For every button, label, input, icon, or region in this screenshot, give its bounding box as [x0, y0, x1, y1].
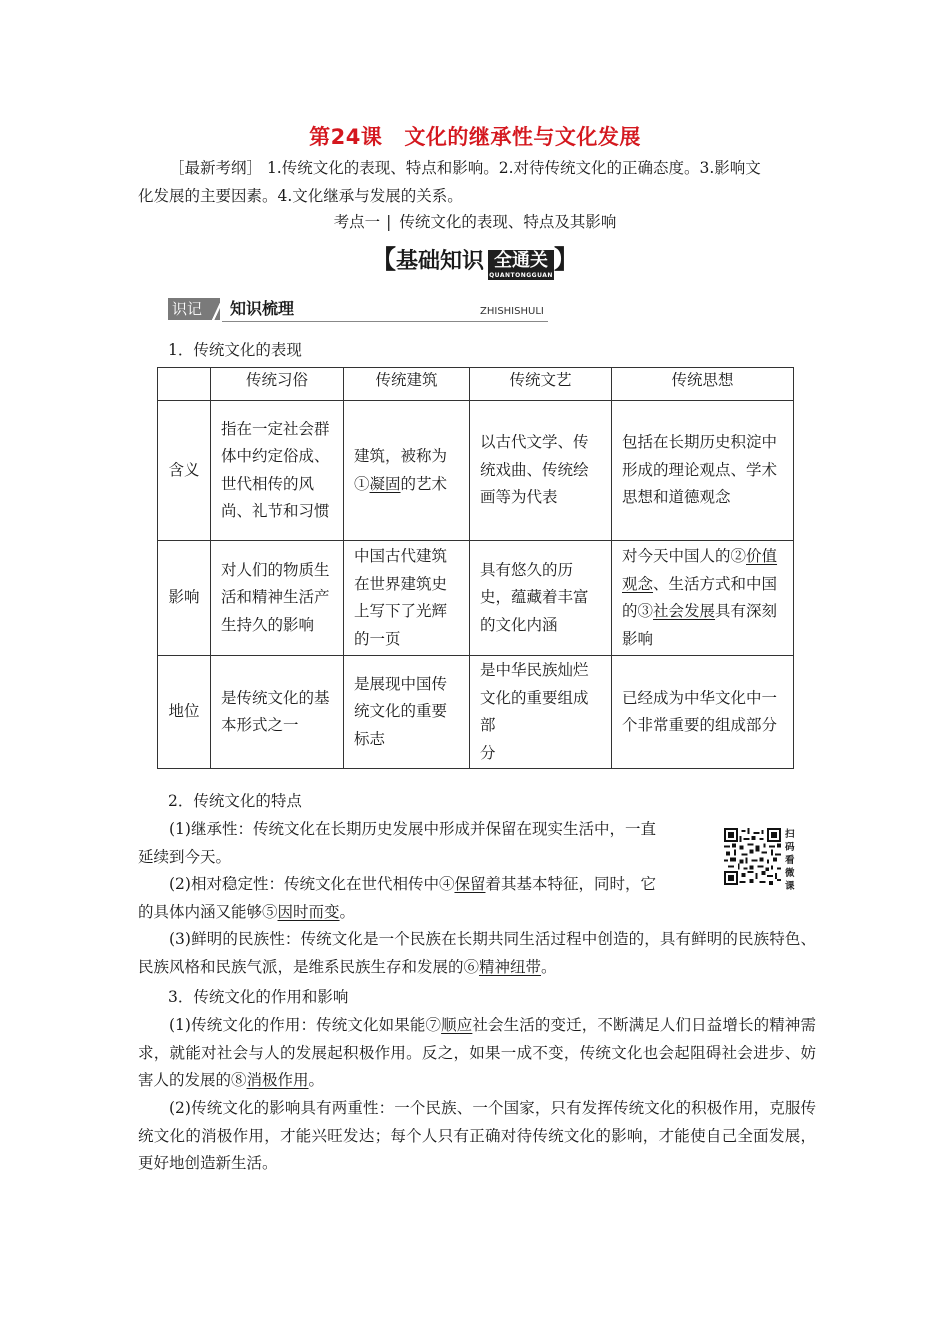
row-label-meaning: 含义	[158, 401, 211, 541]
cell-architecture-status: 是展现中国传统文化的重要标志	[344, 656, 470, 769]
exam-outline	[138, 155, 816, 210]
banner-box-text: 全通关	[494, 250, 548, 271]
cell-text: 的艺术	[400, 474, 448, 493]
paragraph-text: (2)相对稳定性：传统文化在世代相传中④	[169, 875, 455, 893]
banner-open-bracket: 【	[370, 245, 396, 274]
outline-tag: ［最新考纲］	[169, 159, 263, 177]
answer-blank-3: 社会发展	[653, 602, 716, 620]
table-row	[158, 401, 794, 541]
section-underline	[222, 321, 548, 322]
cell-arts-status	[470, 656, 612, 769]
cell-architecture-influence: 中国古代建筑在世界建筑史上写下了光辉的一页	[344, 541, 470, 656]
paragraph-inheritance	[138, 816, 713, 871]
basic-knowledge-banner	[0, 240, 950, 280]
qr-code-icon[interactable]	[724, 828, 781, 885]
heading-2: 2．传统文化的特点	[168, 792, 302, 810]
paragraph-text: 。	[541, 957, 557, 976]
paragraph-text: 的具体内涵又能够⑤	[138, 902, 278, 921]
cell-architecture-meaning	[344, 401, 470, 541]
paragraph-function	[138, 1012, 816, 1095]
row-label-influence: 影响	[158, 541, 211, 656]
traditional-culture-table	[157, 367, 794, 769]
cell-thought-influence	[612, 541, 794, 656]
table-row	[158, 656, 794, 769]
paragraph-text: (3)鲜明的民族性：传统文化是一个民族在长期共同生活过程中创造的，具有鲜明的民族特色、民族风格和民族气派，是维系民族生存和发展的⑥	[138, 930, 816, 976]
paragraph-text: 社会生活的变迁，不断满足人们日益增长的精神需求，就能对社会与人的发展起积极作用。反之，如果一成不变，传统文化也会起阻碍社会进步、妨害人的发展的⑧	[138, 1016, 816, 1089]
answer-blank-8: 消极作用	[246, 1071, 309, 1089]
qr-caption-char: 课	[785, 881, 795, 892]
cell-text: 建筑，被称为①	[354, 447, 448, 493]
answer-blank-5: 因时而变	[277, 902, 340, 921]
outline-text-line1: 1.传统文化的表现、特点和影响。2.对待传统文化的正确态度。3.影响文	[262, 159, 761, 177]
topic-heading	[0, 210, 950, 232]
qr-caption-char: 码	[785, 842, 795, 853]
page-title	[0, 121, 950, 151]
cell-text: 对今天中国人的②	[622, 547, 747, 565]
paragraph-text: 着其基本特征，同时，它	[485, 875, 656, 893]
paragraph-text: 。	[308, 1071, 325, 1089]
cell-thought-status: 已经成为中华文化中一个非常重要的组成部分	[612, 656, 794, 769]
answer-blank-2: 价值观念	[622, 547, 778, 593]
answer-blank-4: 保留	[454, 875, 486, 893]
outline-text-line2: 化发展的主要因素。4.文化继承与发展的关系。	[138, 186, 463, 205]
topic-bar: |	[386, 213, 392, 231]
section-tag: 识记	[168, 298, 220, 320]
answer-blank-7: 顺应	[441, 1016, 473, 1034]
banner-box	[488, 250, 554, 280]
section-pinyin: ZHISHISHULI	[480, 306, 544, 317]
paragraph-text: (1)传统文化的作用：传统文化如果能⑦	[169, 1016, 442, 1034]
slash-decoration	[212, 297, 224, 321]
table-header-empty	[158, 368, 211, 401]
section-name: 知识梳理	[230, 299, 295, 318]
qr-caption-char: 看	[785, 855, 795, 866]
section-header	[168, 298, 548, 322]
answer-blank-6: 精神纽带	[479, 957, 542, 976]
paragraph-nationality	[138, 926, 816, 981]
qr-caption	[785, 828, 797, 893]
table-header-customs: 传统习俗	[211, 368, 344, 401]
cell-text: 是中华民族灿烂文化的重要组成部	[480, 661, 589, 734]
banner-main: 基础知识	[395, 249, 484, 274]
cell-thought-meaning: 包括在长期历史积淀中形成的理论观点、学术思想和道德观念	[612, 401, 794, 541]
heading-3: 3．传统文化的作用和影响	[168, 988, 349, 1006]
banner-box-subtext: QUANTONGGUAN	[489, 272, 553, 279]
paragraph-duality: (2)传统文化的影响具有两重性：一个民族、一个国家，只有发挥传统文化的积极作用，克服传统文化的消极作用，才能兴旺发达；每个人只有正确对待传统文化的影响，才能使自己全面发展，更好地创造新生活。	[138, 1099, 816, 1172]
cell-customs-meaning: 指在一定社会群体中约定俗成、世代相传的风尚、礼节和习惯	[211, 401, 344, 541]
table-row	[158, 541, 794, 656]
paragraph-line: 延续到今天。	[138, 847, 232, 866]
topic-label: 考点一	[333, 213, 381, 231]
row-label-status: 地位	[158, 656, 211, 769]
cell-arts-influence: 具有悠久的历史，蕴藏着丰富的文化内涵	[470, 541, 612, 656]
qr-caption-char: 微	[785, 868, 795, 879]
answer-blank-1: 凝固	[369, 474, 401, 493]
table-header-architecture: 传统建筑	[344, 368, 470, 401]
table-header-arts: 传统文艺	[470, 368, 612, 401]
cell-text: 、生活方式和中国的③	[622, 574, 778, 620]
paragraph-text: 。	[339, 902, 356, 921]
cell-customs-status: 是传统文化的基本形式之一	[211, 656, 344, 769]
lesson-name: 文化的继承性与文化发展	[404, 125, 641, 149]
cell-text: 具有深刻影响	[622, 602, 778, 648]
cell-text: 分	[480, 743, 496, 762]
table-header-row	[158, 368, 794, 401]
banner-close-bracket: 】	[554, 245, 580, 274]
topic-title: 传统文化的表现、特点及其影响	[399, 213, 617, 231]
cell-customs-influence: 对人们的物质生活和精神生活产生持久的影响	[211, 541, 344, 656]
cell-arts-meaning: 以古代文学、传统戏曲、传统绘画等为代表	[470, 401, 612, 541]
paragraph-line: (1)继承性：传统文化在长期历史发展中形成并保留在现实生活中，一直	[169, 820, 656, 838]
table-header-thought: 传统思想	[612, 368, 794, 401]
heading-1: 1．传统文化的表现	[168, 341, 302, 359]
qr-caption-char: 扫	[785, 829, 795, 840]
lesson-number: 第24课	[309, 125, 383, 149]
paragraph-stability	[138, 871, 713, 926]
